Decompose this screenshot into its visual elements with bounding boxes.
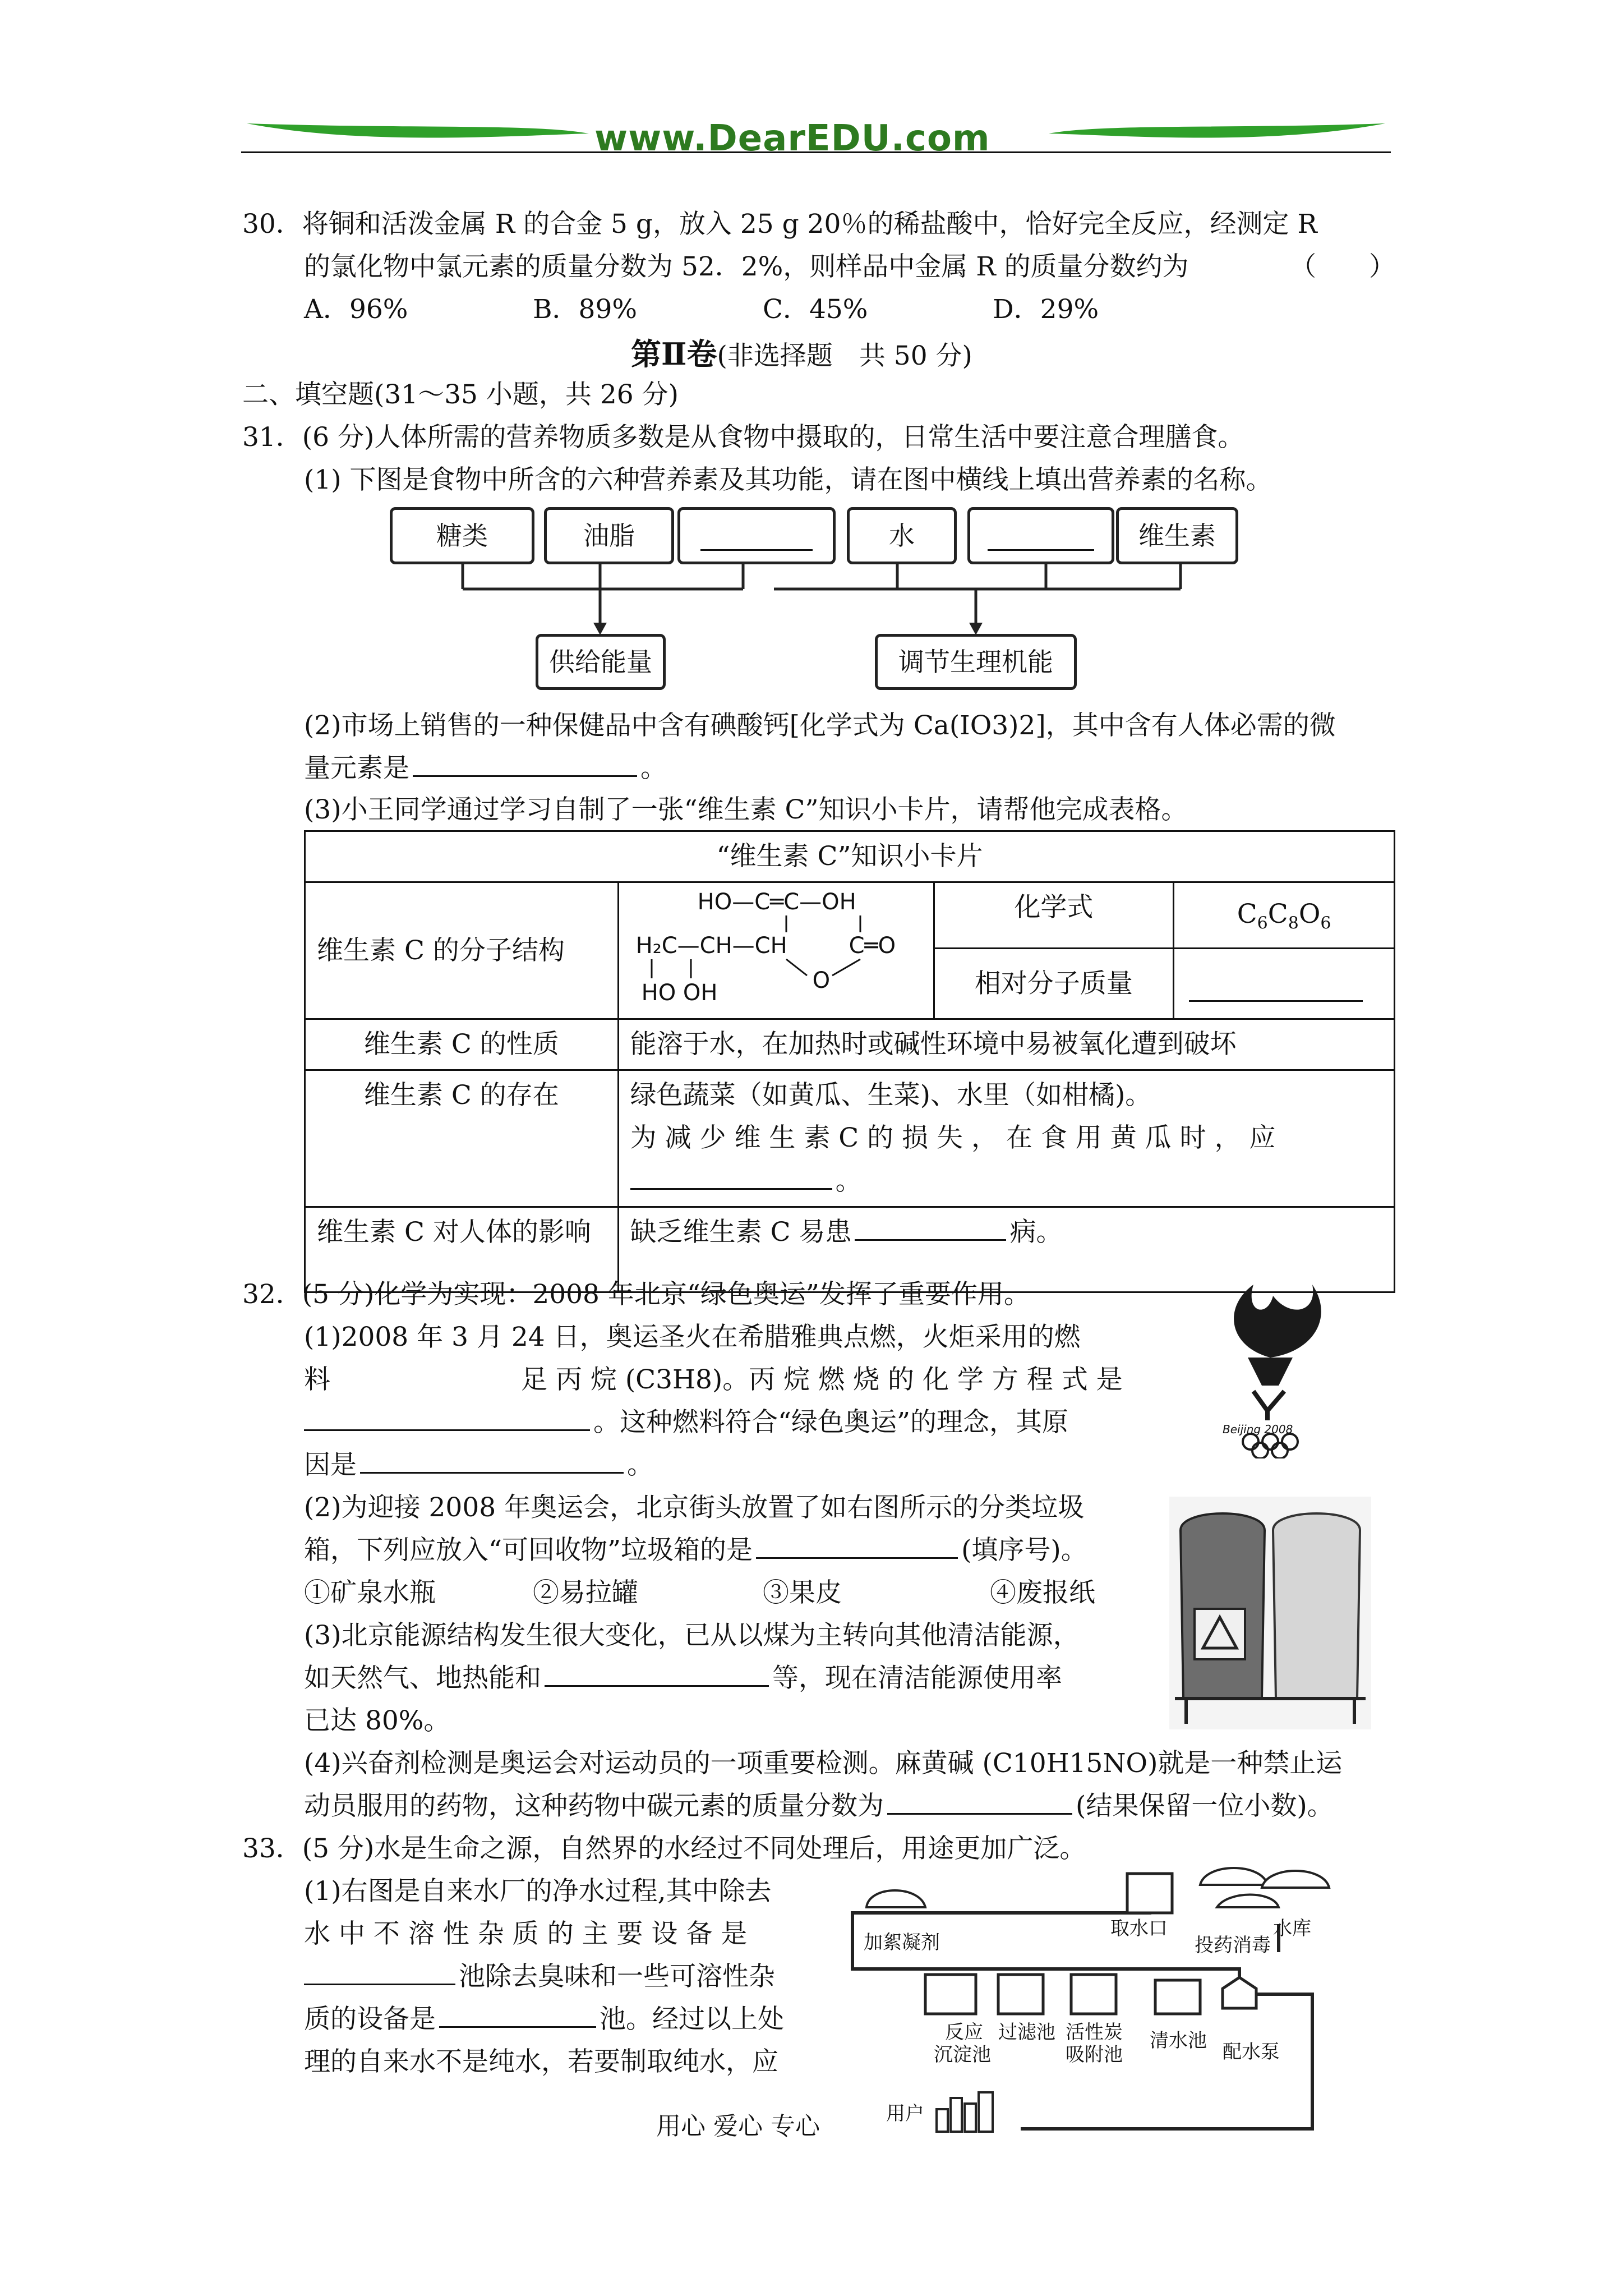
label-carbon: 活性炭 (1066, 2021, 1123, 2044)
formula-value: $C_6C_8O_6$ (1174, 882, 1395, 949)
function-box-regulate: 调节生理机能 (875, 634, 1077, 690)
q30-option-d[interactable]: D．29% (993, 294, 1099, 325)
clear-tank (1155, 1980, 1200, 2014)
q31-p3: (3)小王同学通过学习自制了一张“维生素 C”知识小卡片，请帮他完成表格。 (304, 794, 1188, 825)
vitamin-c-card-table (304, 830, 1395, 1293)
label-disinfect: 投药消毒 (1195, 1934, 1271, 1957)
mass-label: 相对分子质量 (934, 949, 1174, 1019)
card-title: “维生素 C”知识小卡片 (305, 831, 1395, 882)
part2-subtitle: (非选择题 共 50 分) (717, 341, 972, 371)
intake-box (1127, 1874, 1172, 1913)
label-user: 用户 (886, 2102, 924, 2125)
q32-p2-line2: 箱，下列应放入“可回收物”垃圾箱的是 (填序号)。 (304, 1529, 1087, 1572)
nutrient-box-water: 水 (847, 507, 957, 564)
header-right-swoosh (1049, 123, 1385, 138)
mass-blank-cell[interactable] (1174, 949, 1395, 1019)
label-clear-tank: 清水池 (1150, 2030, 1207, 2052)
label-reservoir: 水库 (1273, 1917, 1311, 1940)
existence-blank[interactable] (630, 1160, 832, 1189)
recycling-bins-image (1169, 1497, 1371, 1729)
disease-blank[interactable] (855, 1211, 1006, 1240)
q32-p3-line1: (3)北京能源结构发生很大变化，已从以煤为主转向其他清洁能源， (304, 1620, 1080, 1651)
part2-title: 第Ⅱ卷 (631, 336, 717, 372)
property-value: 能溶于水，在加热时或碱性环境中易被氧化遭到破坏 (618, 1019, 1394, 1070)
existence-line3: 。 (630, 1160, 1382, 1203)
label-pump: 配水泵 (1223, 2041, 1280, 2063)
clean-energy-blank[interactable] (545, 1658, 769, 1687)
q30-paren: （ ） (1290, 251, 1395, 282)
q33-intro: 33．(5 分)水是生命之源，自然界的水经过不同处理后，用途更加广泛。 (242, 1833, 1086, 1864)
label-adsorb: 吸附池 (1066, 2044, 1123, 2066)
torch-logo-text: Beijing 2008 (1223, 1423, 1293, 1436)
existence-value (618, 1070, 1394, 1207)
equation-blank[interactable] (304, 1402, 590, 1431)
label-intake: 取水口 (1110, 1917, 1168, 1940)
q32-p4-line2: 动员服用的药物，这种药物中碳元素的质量分数为 (结果保留一位小数)。 (304, 1785, 1334, 1828)
property-label: 维生素 C 的性质 (305, 1019, 619, 1070)
q32-p3-line3: 已达 80%。 (304, 1705, 450, 1736)
q30-line2: 的氯化物中氯元素的质量分数为 52．2%，则样品中金属 R 的质量分数约为 (304, 251, 1189, 282)
nutrient-box-blank-2[interactable] (967, 507, 1114, 564)
structure-mid-left: H₂C—CH—CH (635, 933, 787, 959)
q32-option-3[interactable]: ③果皮 (763, 1577, 842, 1608)
filter-tank (998, 1975, 1043, 2014)
water-treatment-diagram (836, 1862, 1368, 2148)
q30-option-a[interactable]: A．96% (304, 294, 408, 325)
q32-option-4[interactable]: ④废报纸 (990, 1577, 1095, 1608)
q31-intro: 31．(6 分)人体所需的营养物质多数是从食物中摄取的，日常生活中要注意合理膳食。 (242, 422, 1244, 453)
structure-bonds (619, 883, 933, 1018)
q31-p2-line2: 量元素是 。 (304, 747, 667, 790)
structure-mid-right: C═O (849, 933, 896, 959)
q33-line1: (1)右图是自来水厂的净水过程,其中除去 (304, 1876, 772, 1907)
existence-label: 维生素 C 的存在 (305, 1070, 619, 1207)
adsorb-blank[interactable] (439, 1999, 596, 2028)
footer-text: 用心 爱心 专心 (656, 2112, 820, 2141)
q33-line3: 池除去臭味和一些可溶性杂 (304, 1955, 775, 1998)
q31-p1: (1) 下图是食物中所含的六种营养素及其功能，请在图中横线上填出营养素的名称。 (304, 464, 1272, 495)
q30-line1: 30．将铜和活泼金属 R 的合金 5 g，放入 25 g 20％的稀盐酸中，恰好完全反应，经测定 R (242, 209, 1317, 240)
q32-p2-line1: (2)为迎接 2008 年奥运会，北京街头放置了如右图所示的分类垃圾 (304, 1492, 1085, 1523)
trace-element-blank[interactable] (413, 748, 637, 777)
nutrient-box-fat: 油脂 (544, 507, 674, 564)
q32-p1-line3: 。这种燃料符合“绿色奥运”的理念，其原 (304, 1401, 1068, 1444)
label-sediment: 沉淀池 (934, 2044, 991, 2066)
header-left-swoosh (247, 123, 589, 138)
label-reaction: 反应 (945, 2021, 983, 2044)
mass-blank[interactable] (1189, 973, 1363, 1002)
pump-house (1223, 1977, 1256, 2008)
nutrient-box-blank-1[interactable] (677, 507, 836, 564)
q31-p2-line1: (2)市场上销售的一种保健品中含有碘酸钙[化学式为 Ca(IO3)2]，其中含有人体必需的微 (304, 710, 1336, 741)
q32-p4-line1: (4)兴奋剂检测是奥运会对运动员的一项重要检测。麻黄碱 (C10H15NO)就是一种禁止运 (304, 1748, 1343, 1779)
existence-line2: 为 减 少 维 生 素 C 的 损 失 ， 在 食 用 黄 瓜 时 ， 应 (630, 1122, 1276, 1154)
q32-option-1[interactable]: ①矿泉水瓶 (304, 1577, 436, 1608)
nutrient-box-sugar: 糖类 (390, 507, 534, 564)
structure-top: HO—C═C—OH (697, 889, 856, 915)
formula-label: 化学式 (934, 882, 1174, 949)
q32-p1-line4: 因是 。 (304, 1444, 653, 1487)
q32-intro: 32．(5 分)化学为实现：2008 年北京“绿色奥运”发挥了重要作用。 (242, 1279, 1030, 1310)
effect-label: 维生素 C 对人体的影响 (305, 1207, 619, 1292)
header-url[interactable]: www.DearEDU.com (594, 118, 990, 159)
label-filter: 过滤池 (998, 2021, 1055, 2044)
section2-heading: 二、填空题(31～35 小题，共 26 分) (242, 379, 679, 410)
existence-line1: 绿色蔬菜（如黄瓜、生菜)、水里（如柑橘)。 (630, 1080, 1152, 1111)
q30-option-b[interactable]: B．89% (533, 294, 638, 325)
effect-value: 缺乏维生素 C 易患 病。 (618, 1207, 1394, 1292)
q32-p1-line1: (1)2008 年 3 月 24 日，奥运圣火在希腊雅典点燃，火炬采用的燃 (304, 1322, 1081, 1352)
filter-blank[interactable] (304, 1956, 455, 1985)
carbon-tank (1071, 1975, 1116, 2014)
reservoir-trees-icon (1200, 1868, 1329, 1907)
user-building-icon (937, 2092, 993, 2132)
q32-p1-line2: 料 足 丙 烷 (C3H8)。丙 烷 燃 烧 的 化 学 方 程 式 是 (304, 1364, 1123, 1395)
q32-p3-line2: 如天然气、地热能和 等，现在清洁能源使用率 (304, 1657, 1062, 1700)
q32-option-2[interactable]: ②易拉罐 (533, 1577, 638, 1608)
structure-label: 维生素 C 的分子结构 (305, 882, 619, 1019)
label-coagulant: 加絮凝剂 (864, 1931, 940, 1954)
q33-line5: 理的自来水不是纯水，若要制取纯水，应 (304, 2046, 778, 2077)
q30-option-c[interactable]: C．45% (763, 294, 868, 325)
function-box-energy: 供给能量 (536, 634, 666, 690)
structure-bottom: HO OH (641, 980, 718, 1006)
q33-line4: 质的设备是 池。经过以上处 (304, 1998, 784, 2041)
nutrient-box-vitamin: 维生素 (1116, 507, 1238, 564)
recyclable-blank[interactable] (756, 1530, 958, 1559)
structure-ring-o: O (812, 968, 831, 994)
q33-line2: 水 中 不 溶 性 杂 质 的 主 要 设 备 是 (304, 1918, 748, 1949)
olympic-torch-logo (1206, 1273, 1335, 1458)
structure-diagram (618, 882, 934, 1019)
reaction-tank (925, 1975, 976, 2014)
reason-blank[interactable] (360, 1444, 624, 1474)
carbon-fraction-blank[interactable] (887, 1786, 1072, 1815)
part2-heading (631, 330, 972, 379)
